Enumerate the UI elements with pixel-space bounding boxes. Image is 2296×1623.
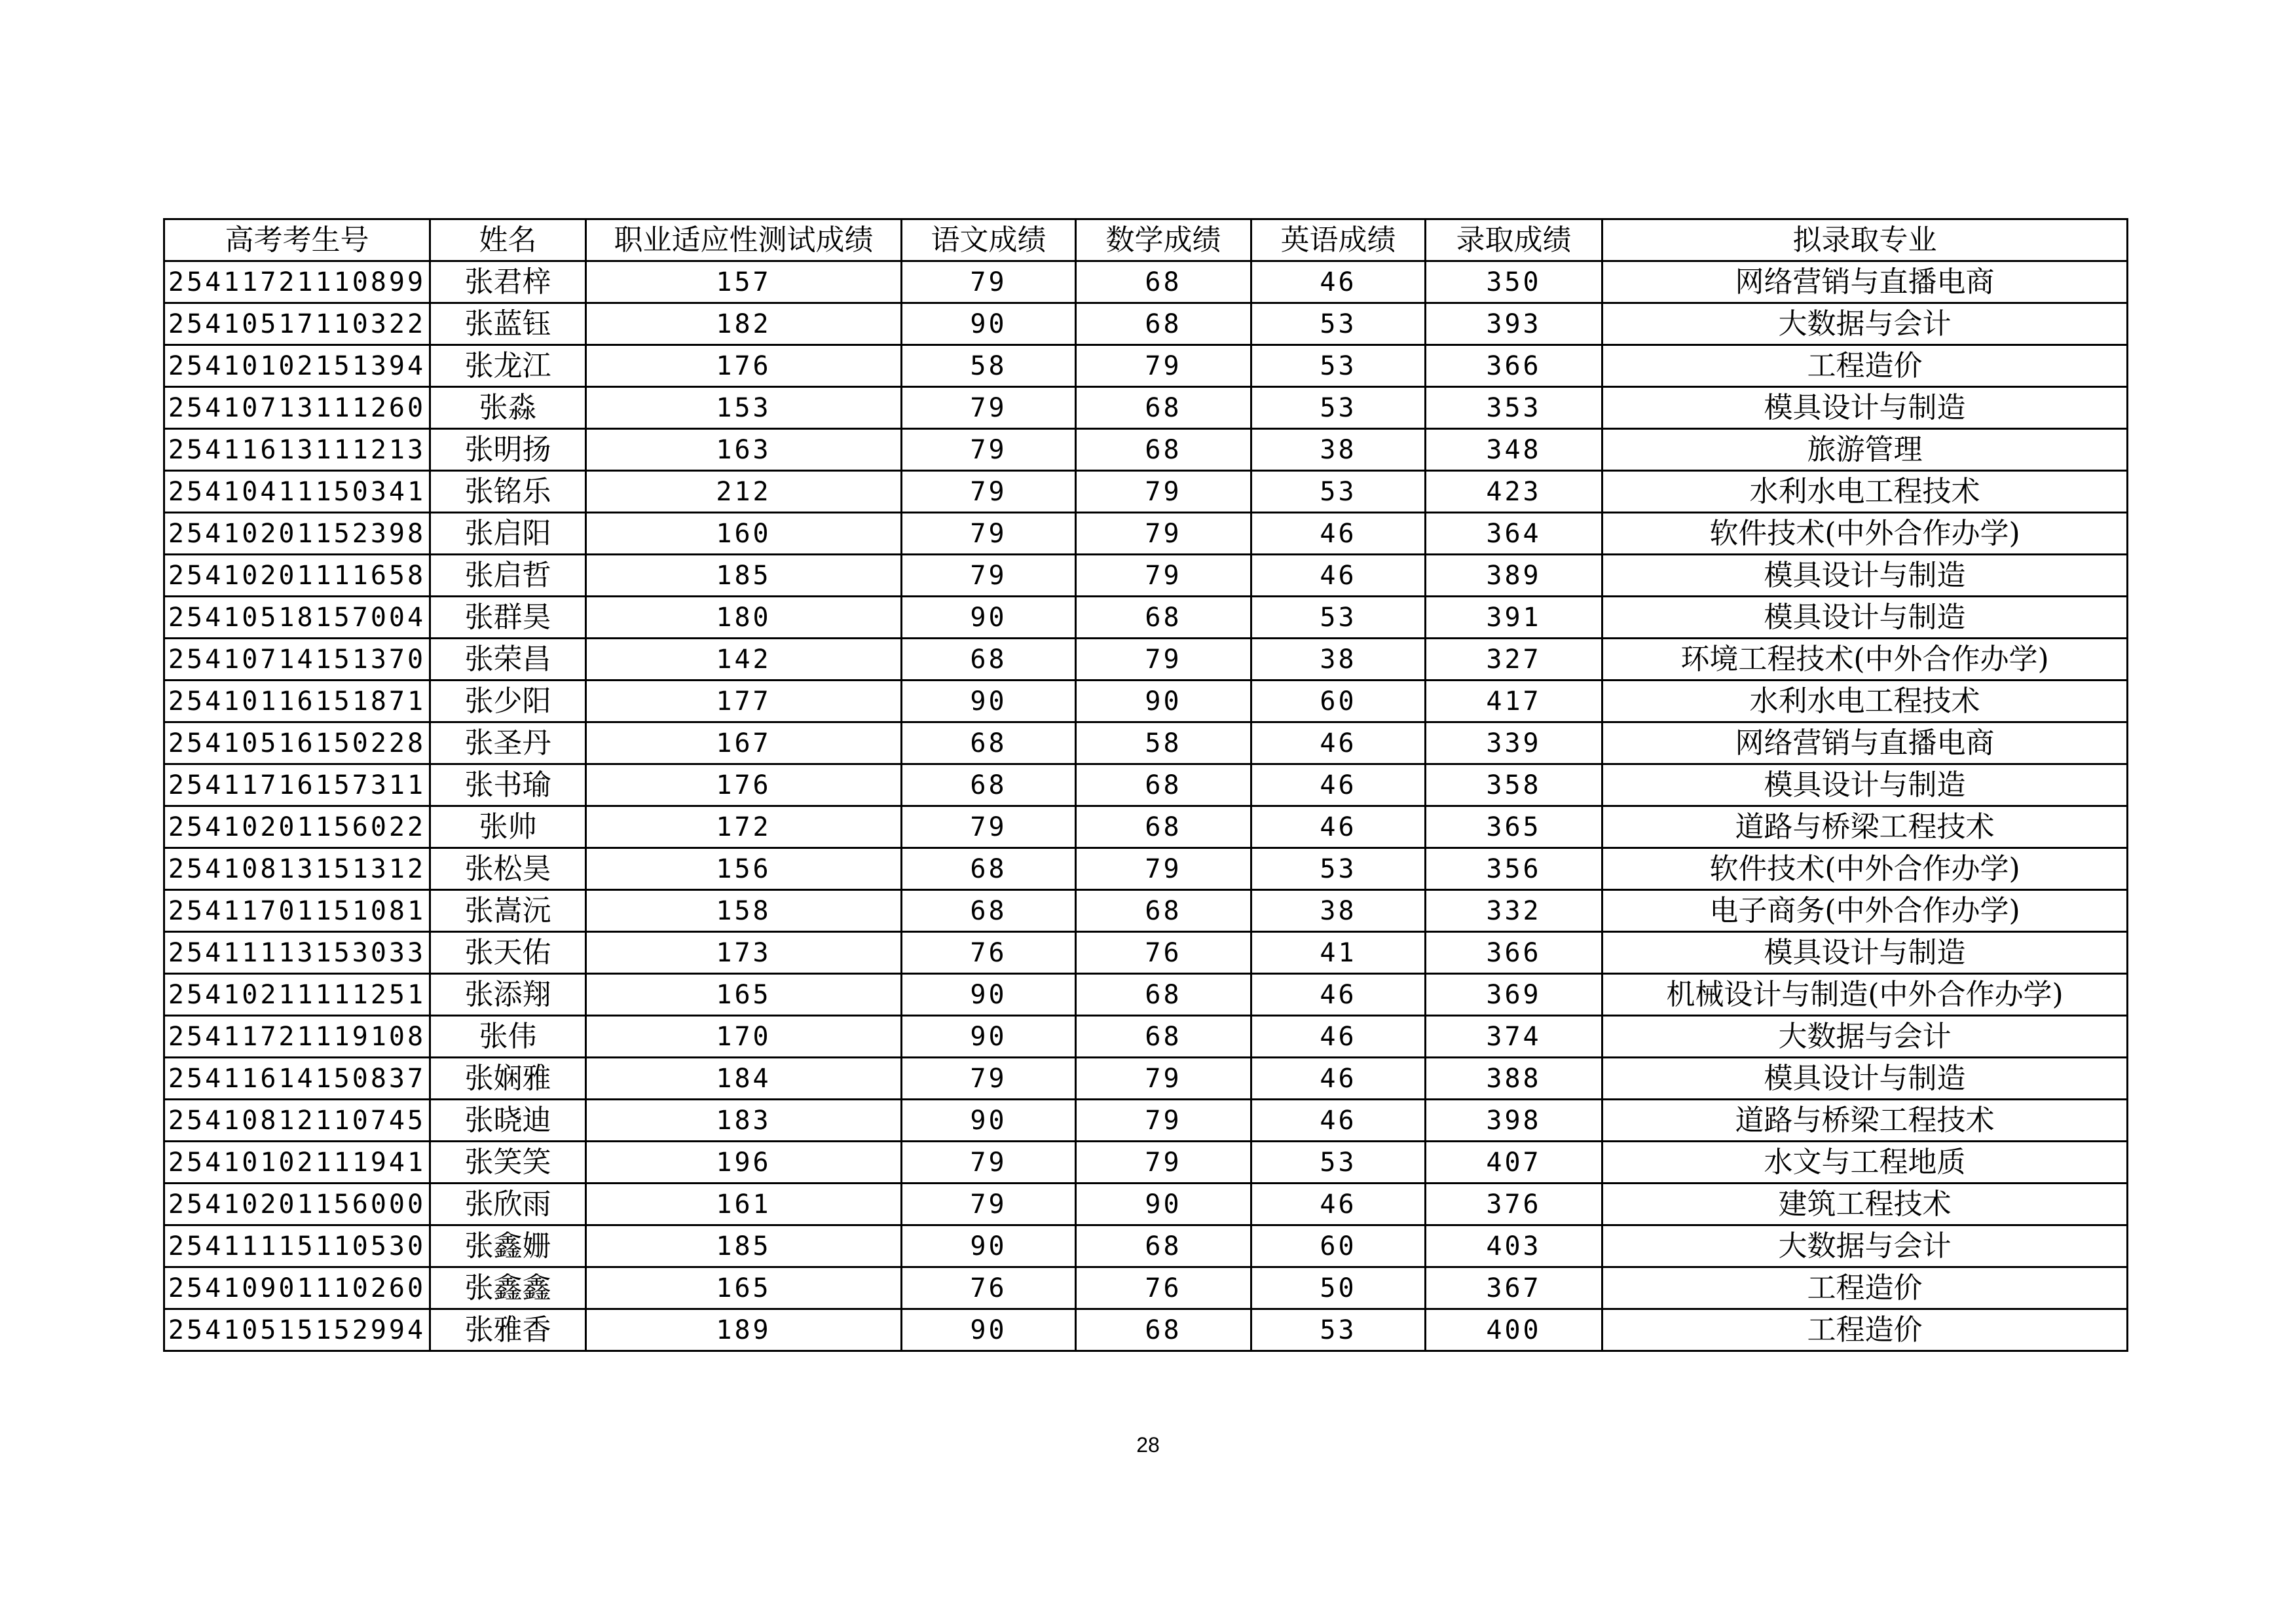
header-vocational-test-score: 职业适应性测试成绩	[586, 219, 902, 261]
cell-math-score: 68	[1076, 806, 1251, 848]
cell-vocational-test-score: 212	[586, 471, 902, 513]
cell-admission-score: 374	[1426, 1016, 1602, 1058]
cell-vocational-test-score: 158	[586, 890, 902, 932]
cell-chinese-score: 79	[902, 471, 1076, 513]
page-number: 28	[1136, 1433, 1160, 1457]
cell-math-score: 79	[1076, 1142, 1251, 1184]
header-math-score: 数学成绩	[1076, 219, 1251, 261]
cell-math-score: 90	[1076, 1184, 1251, 1225]
cell-name: 张群昊	[430, 597, 586, 639]
cell-admission-score: 367	[1426, 1267, 1602, 1309]
table-row	[164, 639, 2128, 681]
cell-intended-major: 网络营销与直播电商	[1602, 722, 2128, 764]
cell-admission-score: 388	[1426, 1058, 1602, 1100]
cell-admission-score: 423	[1426, 471, 1602, 513]
cell-intended-major: 大数据与会计	[1602, 303, 2128, 345]
cell-exam-number: 25410901110260	[164, 1267, 430, 1309]
cell-exam-number: 25411613111213	[164, 429, 430, 471]
cell-admission-score: 366	[1426, 932, 1602, 974]
cell-math-score: 68	[1076, 890, 1251, 932]
cell-vocational-test-score: 165	[586, 974, 902, 1016]
cell-name: 张蓝钰	[430, 303, 586, 345]
cell-vocational-test-score: 182	[586, 303, 902, 345]
header-chinese-score: 语文成绩	[902, 219, 1076, 261]
cell-name: 张笑笑	[430, 1142, 586, 1184]
cell-english-score: 53	[1251, 303, 1426, 345]
table-row	[164, 1142, 2128, 1184]
cell-name: 张荣昌	[430, 639, 586, 681]
cell-math-score: 68	[1076, 974, 1251, 1016]
cell-name: 张龙江	[430, 345, 586, 387]
cell-chinese-score: 79	[902, 806, 1076, 848]
cell-vocational-test-score: 172	[586, 806, 902, 848]
table-row	[164, 429, 2128, 471]
cell-admission-score: 407	[1426, 1142, 1602, 1184]
table-row	[164, 1225, 2128, 1267]
cell-english-score: 60	[1251, 1225, 1426, 1267]
cell-chinese-score: 90	[902, 681, 1076, 722]
header-name: 姓名	[430, 219, 586, 261]
cell-math-score: 68	[1076, 303, 1251, 345]
cell-english-score: 38	[1251, 429, 1426, 471]
cell-english-score: 53	[1251, 597, 1426, 639]
table-row	[164, 1100, 2128, 1142]
cell-english-score: 38	[1251, 890, 1426, 932]
cell-chinese-score: 90	[902, 1225, 1076, 1267]
cell-exam-number: 25410102151394	[164, 345, 430, 387]
table-row	[164, 513, 2128, 555]
cell-intended-major: 机械设计与制造(中外合作办学)	[1602, 974, 2128, 1016]
cell-chinese-score: 90	[902, 1309, 1076, 1351]
cell-vocational-test-score: 157	[586, 261, 902, 303]
cell-name: 张雅香	[430, 1309, 586, 1351]
cell-math-score: 76	[1076, 932, 1251, 974]
cell-intended-major: 软件技术(中外合作办学)	[1602, 513, 2128, 555]
cell-math-score: 79	[1076, 555, 1251, 597]
cell-exam-number: 25411614150837	[164, 1058, 430, 1100]
cell-intended-major: 模具设计与制造	[1602, 597, 2128, 639]
cell-admission-score: 358	[1426, 764, 1602, 806]
table-row	[164, 261, 2128, 303]
cell-english-score: 46	[1251, 261, 1426, 303]
cell-english-score: 46	[1251, 1016, 1426, 1058]
cell-english-score: 38	[1251, 639, 1426, 681]
cell-intended-major: 大数据与会计	[1602, 1016, 2128, 1058]
cell-admission-score: 350	[1426, 261, 1602, 303]
cell-exam-number: 25410518157004	[164, 597, 430, 639]
cell-name: 张添翔	[430, 974, 586, 1016]
table-row	[164, 1058, 2128, 1100]
cell-math-score: 68	[1076, 387, 1251, 429]
cell-math-score: 79	[1076, 1100, 1251, 1142]
cell-vocational-test-score: 180	[586, 597, 902, 639]
cell-vocational-test-score: 165	[586, 1267, 902, 1309]
cell-math-score: 79	[1076, 471, 1251, 513]
cell-intended-major: 水利水电工程技术	[1602, 471, 2128, 513]
cell-chinese-score: 76	[902, 932, 1076, 974]
cell-exam-number: 25411115110530	[164, 1225, 430, 1267]
cell-intended-major: 模具设计与制造	[1602, 555, 2128, 597]
cell-name: 张松昊	[430, 848, 586, 890]
cell-intended-major: 道路与桥梁工程技术	[1602, 1100, 2128, 1142]
cell-math-score: 76	[1076, 1267, 1251, 1309]
cell-admission-score: 365	[1426, 806, 1602, 848]
cell-chinese-score: 58	[902, 345, 1076, 387]
cell-name: 张欣雨	[430, 1184, 586, 1225]
cell-admission-score: 356	[1426, 848, 1602, 890]
cell-exam-number: 25410515152994	[164, 1309, 430, 1351]
cell-chinese-score: 79	[902, 513, 1076, 555]
table-row	[164, 1309, 2128, 1351]
table-row	[164, 806, 2128, 848]
cell-intended-major: 工程造价	[1602, 1267, 2128, 1309]
cell-english-score: 46	[1251, 555, 1426, 597]
cell-english-score: 46	[1251, 764, 1426, 806]
cell-english-score: 53	[1251, 848, 1426, 890]
cell-admission-score: 353	[1426, 387, 1602, 429]
cell-name: 张铭乐	[430, 471, 586, 513]
cell-english-score: 46	[1251, 1058, 1426, 1100]
header-exam-number: 高考考生号	[164, 219, 430, 261]
cell-name: 张启阳	[430, 513, 586, 555]
cell-intended-major: 模具设计与制造	[1602, 764, 2128, 806]
admission-scores-table	[163, 218, 2128, 1352]
cell-admission-score: 389	[1426, 555, 1602, 597]
cell-english-score: 53	[1251, 1309, 1426, 1351]
cell-exam-number: 25411721110899	[164, 261, 430, 303]
cell-english-score: 46	[1251, 974, 1426, 1016]
cell-intended-major: 旅游管理	[1602, 429, 2128, 471]
cell-name: 张淼	[430, 387, 586, 429]
cell-name: 张书瑜	[430, 764, 586, 806]
cell-english-score: 53	[1251, 387, 1426, 429]
cell-vocational-test-score: 153	[586, 387, 902, 429]
cell-exam-number: 25411701151081	[164, 890, 430, 932]
table-row	[164, 681, 2128, 722]
cell-math-score: 68	[1076, 597, 1251, 639]
table-row	[164, 555, 2128, 597]
table-row	[164, 848, 2128, 890]
cell-math-score: 79	[1076, 345, 1251, 387]
cell-chinese-score: 68	[902, 639, 1076, 681]
cell-admission-score: 339	[1426, 722, 1602, 764]
cell-english-score: 46	[1251, 1184, 1426, 1225]
cell-chinese-score: 90	[902, 974, 1076, 1016]
cell-chinese-score: 79	[902, 387, 1076, 429]
cell-math-score: 68	[1076, 261, 1251, 303]
cell-chinese-score: 79	[902, 1058, 1076, 1100]
table-row	[164, 1267, 2128, 1309]
cell-math-score: 68	[1076, 764, 1251, 806]
cell-chinese-score: 79	[902, 1184, 1076, 1225]
cell-exam-number: 25410812110745	[164, 1100, 430, 1142]
cell-name: 张明扬	[430, 429, 586, 471]
cell-name: 张君梓	[430, 261, 586, 303]
cell-exam-number: 25410201156022	[164, 806, 430, 848]
cell-chinese-score: 90	[902, 1016, 1076, 1058]
cell-chinese-score: 68	[902, 722, 1076, 764]
cell-vocational-test-score: 170	[586, 1016, 902, 1058]
cell-exam-number: 25410211111251	[164, 974, 430, 1016]
cell-vocational-test-score: 189	[586, 1309, 902, 1351]
cell-intended-major: 模具设计与制造	[1602, 387, 2128, 429]
cell-vocational-test-score: 177	[586, 681, 902, 722]
cell-intended-major: 工程造价	[1602, 345, 2128, 387]
cell-name: 张启哲	[430, 555, 586, 597]
cell-admission-score: 403	[1426, 1225, 1602, 1267]
cell-admission-score: 364	[1426, 513, 1602, 555]
table-header-row	[164, 219, 2128, 261]
cell-math-score: 68	[1076, 1225, 1251, 1267]
cell-name: 张晓迪	[430, 1100, 586, 1142]
cell-intended-major: 电子商务(中外合作办学)	[1602, 890, 2128, 932]
table-row	[164, 890, 2128, 932]
cell-math-score: 79	[1076, 513, 1251, 555]
cell-vocational-test-score: 142	[586, 639, 902, 681]
cell-exam-number: 25410201156000	[164, 1184, 430, 1225]
table-row	[164, 471, 2128, 513]
cell-intended-major: 网络营销与直播电商	[1602, 261, 2128, 303]
cell-chinese-score: 79	[902, 1142, 1076, 1184]
cell-vocational-test-score: 167	[586, 722, 902, 764]
cell-english-score: 53	[1251, 345, 1426, 387]
cell-chinese-score: 90	[902, 1100, 1076, 1142]
table-row	[164, 597, 2128, 639]
cell-vocational-test-score: 184	[586, 1058, 902, 1100]
cell-exam-number: 25410116151871	[164, 681, 430, 722]
header-admission-score: 录取成绩	[1426, 219, 1602, 261]
cell-vocational-test-score: 163	[586, 429, 902, 471]
cell-chinese-score: 79	[902, 261, 1076, 303]
cell-math-score: 79	[1076, 639, 1251, 681]
cell-math-score: 90	[1076, 681, 1251, 722]
header-english-score: 英语成绩	[1251, 219, 1426, 261]
cell-admission-score: 369	[1426, 974, 1602, 1016]
cell-english-score: 41	[1251, 932, 1426, 974]
cell-admission-score: 366	[1426, 345, 1602, 387]
cell-intended-major: 模具设计与制造	[1602, 932, 2128, 974]
cell-intended-major: 大数据与会计	[1602, 1225, 2128, 1267]
cell-name: 张圣丹	[430, 722, 586, 764]
cell-exam-number: 25410813151312	[164, 848, 430, 890]
cell-exam-number: 25411716157311	[164, 764, 430, 806]
cell-english-score: 53	[1251, 471, 1426, 513]
header-intended-major: 拟录取专业	[1602, 219, 2128, 261]
table-body	[164, 261, 2128, 1351]
cell-english-score: 46	[1251, 1100, 1426, 1142]
cell-vocational-test-score: 161	[586, 1184, 902, 1225]
cell-exam-number: 25410201152398	[164, 513, 430, 555]
cell-admission-score: 376	[1426, 1184, 1602, 1225]
cell-exam-number: 25411721119108	[164, 1016, 430, 1058]
cell-english-score: 60	[1251, 681, 1426, 722]
cell-exam-number: 25411113153033	[164, 932, 430, 974]
cell-chinese-score: 79	[902, 555, 1076, 597]
cell-intended-major: 软件技术(中外合作办学)	[1602, 848, 2128, 890]
cell-admission-score: 391	[1426, 597, 1602, 639]
cell-admission-score: 393	[1426, 303, 1602, 345]
cell-english-score: 46	[1251, 722, 1426, 764]
cell-intended-major: 工程造价	[1602, 1309, 2128, 1351]
cell-math-score: 68	[1076, 1309, 1251, 1351]
table-row	[164, 303, 2128, 345]
cell-intended-major: 水文与工程地质	[1602, 1142, 2128, 1184]
cell-english-score: 46	[1251, 513, 1426, 555]
cell-admission-score: 400	[1426, 1309, 1602, 1351]
cell-math-score: 79	[1076, 848, 1251, 890]
cell-english-score: 50	[1251, 1267, 1426, 1309]
cell-math-score: 68	[1076, 1016, 1251, 1058]
cell-name: 张少阳	[430, 681, 586, 722]
cell-vocational-test-score: 185	[586, 1225, 902, 1267]
table-row	[164, 387, 2128, 429]
cell-vocational-test-score: 176	[586, 345, 902, 387]
cell-chinese-score: 79	[902, 429, 1076, 471]
table-row	[164, 1016, 2128, 1058]
cell-exam-number: 25410201111658	[164, 555, 430, 597]
cell-intended-major: 模具设计与制造	[1602, 1058, 2128, 1100]
cell-chinese-score: 68	[902, 764, 1076, 806]
cell-admission-score: 417	[1426, 681, 1602, 722]
cell-vocational-test-score: 176	[586, 764, 902, 806]
cell-name: 张娴雅	[430, 1058, 586, 1100]
cell-english-score: 53	[1251, 1142, 1426, 1184]
cell-vocational-test-score: 156	[586, 848, 902, 890]
cell-math-score: 58	[1076, 722, 1251, 764]
cell-chinese-score: 68	[902, 848, 1076, 890]
cell-chinese-score: 90	[902, 597, 1076, 639]
cell-vocational-test-score: 173	[586, 932, 902, 974]
table-row	[164, 722, 2128, 764]
cell-vocational-test-score: 196	[586, 1142, 902, 1184]
cell-math-score: 68	[1076, 429, 1251, 471]
cell-chinese-score: 90	[902, 303, 1076, 345]
table-row	[164, 932, 2128, 974]
cell-name: 张鑫姗	[430, 1225, 586, 1267]
cell-admission-score: 398	[1426, 1100, 1602, 1142]
cell-name: 张伟	[430, 1016, 586, 1058]
cell-name: 张鑫鑫	[430, 1267, 586, 1309]
cell-exam-number: 25410517110322	[164, 303, 430, 345]
cell-intended-major: 道路与桥梁工程技术	[1602, 806, 2128, 848]
cell-admission-score: 327	[1426, 639, 1602, 681]
table-row	[164, 345, 2128, 387]
cell-chinese-score: 68	[902, 890, 1076, 932]
cell-exam-number: 25410102111941	[164, 1142, 430, 1184]
cell-exam-number: 25410516150228	[164, 722, 430, 764]
cell-intended-major: 水利水电工程技术	[1602, 681, 2128, 722]
cell-chinese-score: 76	[902, 1267, 1076, 1309]
cell-admission-score: 348	[1426, 429, 1602, 471]
cell-exam-number: 25410713111260	[164, 387, 430, 429]
table-row	[164, 1184, 2128, 1225]
cell-admission-score: 332	[1426, 890, 1602, 932]
cell-vocational-test-score: 185	[586, 555, 902, 597]
cell-exam-number: 25410714151370	[164, 639, 430, 681]
cell-vocational-test-score: 160	[586, 513, 902, 555]
cell-vocational-test-score: 183	[586, 1100, 902, 1142]
table-row	[164, 764, 2128, 806]
cell-exam-number: 25410411150341	[164, 471, 430, 513]
cell-name: 张帅	[430, 806, 586, 848]
table-row	[164, 974, 2128, 1016]
cell-intended-major: 建筑工程技术	[1602, 1184, 2128, 1225]
cell-english-score: 46	[1251, 806, 1426, 848]
cell-intended-major: 环境工程技术(中外合作办学)	[1602, 639, 2128, 681]
cell-math-score: 79	[1076, 1058, 1251, 1100]
cell-name: 张嵩沅	[430, 890, 586, 932]
cell-name: 张天佑	[430, 932, 586, 974]
